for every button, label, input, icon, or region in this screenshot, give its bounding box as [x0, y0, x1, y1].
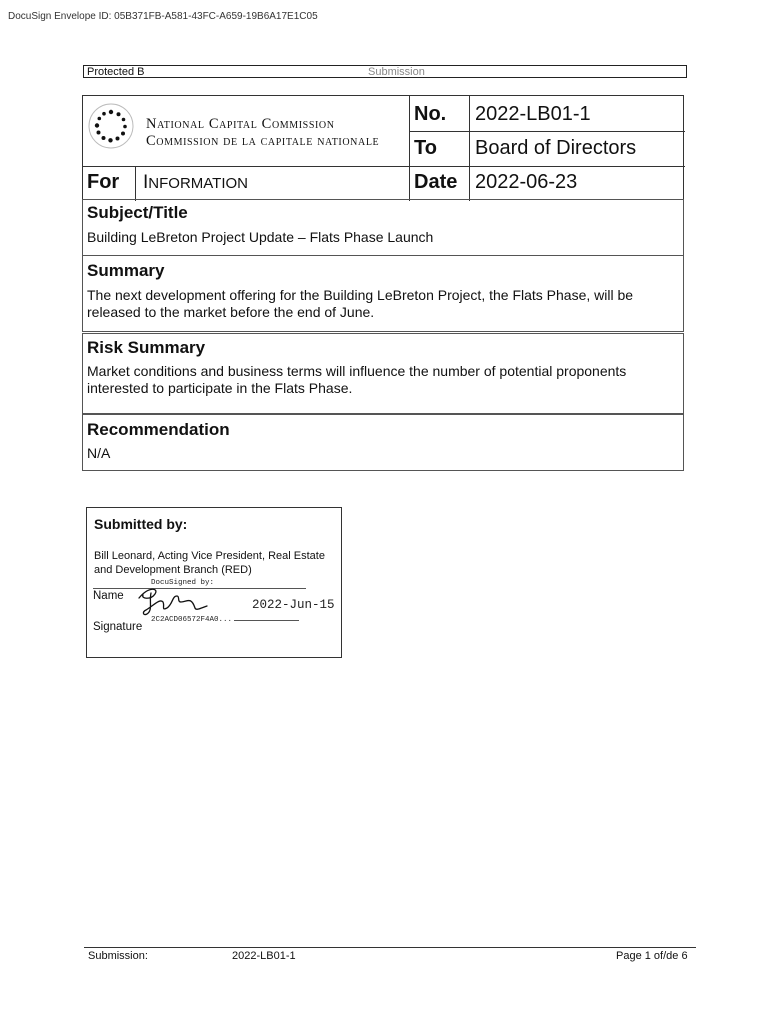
submitter-name-line: Bill Leonard, Acting Vice President, Real Estate — [94, 550, 325, 562]
name-label: Name — [93, 590, 124, 602]
for-value — [143, 172, 248, 194]
risk-body-line: interested to participate in the Flats Phase. — [87, 380, 353, 396]
recommendation-title: Recommendation — [87, 420, 230, 439]
recommendation-body: N/A — [87, 445, 111, 461]
docusign-code: 2C2ACD06572F4A0... — [151, 616, 233, 624]
docusigned-label: DocuSigned by: — [151, 579, 215, 587]
footer-number: 2022-LB01-1 — [232, 950, 296, 962]
submitter-name-line: and Development Branch (RED) — [94, 564, 252, 576]
org-name-en: National Capital Commission — [146, 116, 335, 132]
org-name-fr: Commission de la capitale nationale — [146, 133, 380, 149]
protected-bar — [83, 65, 687, 78]
header-box — [82, 95, 684, 200]
risk-summary-section — [82, 333, 684, 414]
summary-body-line: The next development offering for the Building LeBreton Project, the Flats Phase, will be — [87, 287, 634, 303]
submitter-name — [94, 549, 340, 577]
for-value-rest: NFORMATION — [148, 175, 248, 192]
for-label: For — [87, 171, 120, 193]
submitted-by-box — [86, 507, 342, 658]
footer-submission-label: Submission: — [88, 950, 148, 962]
date-label: Date — [414, 171, 458, 193]
recommendation-section — [82, 414, 684, 471]
ncc-logo-icon — [87, 102, 135, 150]
for-value-initial: I — [143, 172, 149, 193]
footer-divider — [84, 947, 696, 948]
no-value: 2022-LB01-1 — [475, 103, 591, 125]
docusign-envelope-id: DocuSign Envelope ID: 05B371FB-A581-43FC-A659-19B6A17E1C05 — [8, 11, 318, 22]
subject-title: Subject/Title — [87, 203, 188, 222]
date-value: 2022-06-23 — [475, 171, 578, 193]
subject-body: Building LeBreton Project Update – Flats Phase Launch — [87, 229, 434, 245]
submitted-by-title: Submitted by: — [94, 516, 188, 532]
submission-label: Submission — [368, 66, 425, 78]
summary-title: Summary — [87, 261, 165, 280]
signature-icon — [133, 584, 215, 618]
footer-page: Page 1 of/de 6 — [616, 950, 688, 962]
to-label: To — [414, 137, 437, 159]
to-value: Board of Directors — [475, 137, 637, 159]
signed-date: 2022-Jun-15 — [252, 598, 335, 612]
summary-body — [87, 287, 675, 321]
no-label: No. — [414, 103, 447, 125]
risk-body-line: Market conditions and business terms will influence the number of potential proponents — [87, 363, 627, 379]
classification-label: Protected B — [87, 66, 145, 78]
subject-section — [82, 199, 684, 256]
risk-summary-title: Risk Summary — [87, 338, 206, 357]
signature-label: Signature — [93, 621, 143, 633]
summary-body-line: released to the market before the end of June. — [87, 304, 375, 320]
risk-summary-body — [87, 363, 675, 397]
summary-section — [82, 255, 684, 332]
